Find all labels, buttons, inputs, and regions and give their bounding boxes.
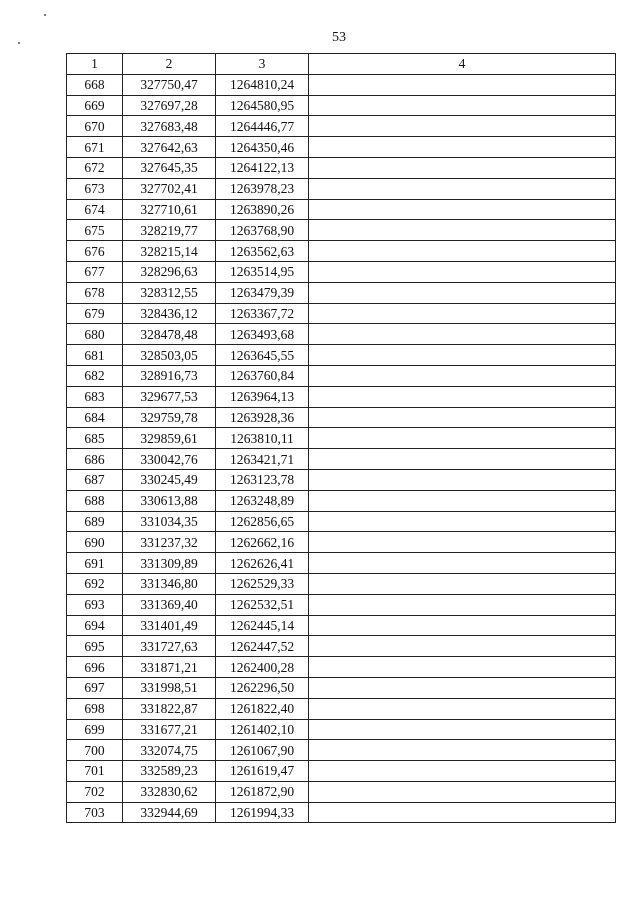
note-cell <box>309 615 616 636</box>
note-cell <box>309 116 616 137</box>
x-coordinate-cell: 330613,88 <box>123 490 216 511</box>
table-row <box>67 636 616 657</box>
x-coordinate-cell: 331998,51 <box>123 677 216 698</box>
y-coordinate-cell: 1262529,33 <box>216 573 309 594</box>
table-row <box>67 324 616 345</box>
x-coordinate-cell: 331822,87 <box>123 698 216 719</box>
x-coordinate-cell: 331309,89 <box>123 553 216 574</box>
table-body <box>67 74 616 823</box>
y-coordinate-cell: 1263768,90 <box>216 220 309 241</box>
point-number-cell: 668 <box>67 74 123 95</box>
point-number-cell: 692 <box>67 573 123 594</box>
table-row <box>67 490 616 511</box>
y-coordinate-cell: 1262532,51 <box>216 594 309 615</box>
table-row <box>67 220 616 241</box>
point-number-cell: 687 <box>67 469 123 490</box>
x-coordinate-cell: 327750,47 <box>123 74 216 95</box>
table-row <box>67 199 616 220</box>
point-number-cell: 700 <box>67 740 123 761</box>
x-coordinate-cell: 331677,21 <box>123 719 216 740</box>
y-coordinate-cell: 1261822,40 <box>216 698 309 719</box>
point-number-cell: 694 <box>67 615 123 636</box>
point-number-cell: 678 <box>67 282 123 303</box>
table-row <box>67 657 616 678</box>
y-coordinate-cell: 1263514,95 <box>216 261 309 282</box>
x-coordinate-cell: 332074,75 <box>123 740 216 761</box>
x-coordinate-cell: 332589,23 <box>123 761 216 782</box>
y-coordinate-cell: 1261402,10 <box>216 719 309 740</box>
table-row <box>67 761 616 782</box>
y-coordinate-cell: 1262296,50 <box>216 677 309 698</box>
note-cell <box>309 137 616 158</box>
table-row <box>67 802 616 823</box>
y-coordinate-cell: 1261994,33 <box>216 802 309 823</box>
point-number-cell: 689 <box>67 511 123 532</box>
y-coordinate-cell: 1264810,24 <box>216 74 309 95</box>
note-cell <box>309 802 616 823</box>
table-row <box>67 615 616 636</box>
note-cell <box>309 573 616 594</box>
note-cell <box>309 594 616 615</box>
table-row <box>67 719 616 740</box>
scan-speck <box>18 42 20 44</box>
column-header-y: 3 <box>216 54 309 75</box>
table-row <box>67 428 616 449</box>
x-coordinate-cell: 327710,61 <box>123 199 216 220</box>
table-row <box>67 178 616 199</box>
y-coordinate-cell: 1263890,26 <box>216 199 309 220</box>
y-coordinate-cell: 1264446,77 <box>216 116 309 137</box>
note-cell <box>309 74 616 95</box>
y-coordinate-cell: 1263964,13 <box>216 386 309 407</box>
x-coordinate-cell: 331034,35 <box>123 511 216 532</box>
y-coordinate-cell: 1262626,41 <box>216 553 309 574</box>
note-cell <box>309 761 616 782</box>
note-cell <box>309 261 616 282</box>
point-number-cell: 690 <box>67 532 123 553</box>
coordinates-table <box>66 53 616 823</box>
x-coordinate-cell: 331237,32 <box>123 532 216 553</box>
note-cell <box>309 345 616 366</box>
point-number-cell: 676 <box>67 241 123 262</box>
note-cell <box>309 490 616 511</box>
y-coordinate-cell: 1263493,68 <box>216 324 309 345</box>
x-coordinate-cell: 328503,05 <box>123 345 216 366</box>
y-coordinate-cell: 1263978,23 <box>216 178 309 199</box>
y-coordinate-cell: 1263248,89 <box>216 490 309 511</box>
point-number-cell: 685 <box>67 428 123 449</box>
table-row <box>67 553 616 574</box>
point-number-cell: 675 <box>67 220 123 241</box>
x-coordinate-cell: 329677,53 <box>123 386 216 407</box>
table-row <box>67 594 616 615</box>
y-coordinate-cell: 1264350,46 <box>216 137 309 158</box>
y-coordinate-cell: 1263645,55 <box>216 345 309 366</box>
y-coordinate-cell: 1263367,72 <box>216 303 309 324</box>
y-coordinate-cell: 1262445,14 <box>216 615 309 636</box>
table-row <box>67 95 616 116</box>
x-coordinate-cell: 332944,69 <box>123 802 216 823</box>
table-row <box>67 261 616 282</box>
y-coordinate-cell: 1263479,39 <box>216 282 309 303</box>
x-coordinate-cell: 331871,21 <box>123 657 216 678</box>
y-coordinate-cell: 1261872,90 <box>216 781 309 802</box>
point-number-cell: 673 <box>67 178 123 199</box>
point-number-cell: 693 <box>67 594 123 615</box>
point-number-cell: 701 <box>67 761 123 782</box>
table-row <box>67 282 616 303</box>
point-number-cell: 677 <box>67 261 123 282</box>
y-coordinate-cell: 1261067,90 <box>216 740 309 761</box>
table-row <box>67 511 616 532</box>
x-coordinate-cell: 327645,35 <box>123 157 216 178</box>
y-coordinate-cell: 1262400,28 <box>216 657 309 678</box>
note-cell <box>309 636 616 657</box>
y-coordinate-cell: 1264122,13 <box>216 157 309 178</box>
point-number-cell: 680 <box>67 324 123 345</box>
table-row <box>67 157 616 178</box>
x-coordinate-cell: 328312,55 <box>123 282 216 303</box>
note-cell <box>309 698 616 719</box>
x-coordinate-cell: 328296,63 <box>123 261 216 282</box>
table-row <box>67 303 616 324</box>
table-row <box>67 449 616 470</box>
note-cell <box>309 324 616 345</box>
point-number-cell: 682 <box>67 365 123 386</box>
note-cell <box>309 282 616 303</box>
table-row <box>67 698 616 719</box>
point-number-cell: 691 <box>67 553 123 574</box>
table-row <box>67 532 616 553</box>
x-coordinate-cell: 331346,80 <box>123 573 216 594</box>
note-cell <box>309 365 616 386</box>
table-row <box>67 407 616 428</box>
table-row <box>67 365 616 386</box>
y-coordinate-cell: 1263928,36 <box>216 407 309 428</box>
y-coordinate-cell: 1263562,63 <box>216 241 309 262</box>
note-cell <box>309 553 616 574</box>
note-cell <box>309 449 616 470</box>
point-number-cell: 669 <box>67 95 123 116</box>
table-row <box>67 137 616 158</box>
note-cell <box>309 303 616 324</box>
x-coordinate-cell: 329859,61 <box>123 428 216 449</box>
x-coordinate-cell: 327683,48 <box>123 116 216 137</box>
y-coordinate-cell: 1264580,95 <box>216 95 309 116</box>
x-coordinate-cell: 328219,77 <box>123 220 216 241</box>
page-number: 53 <box>332 30 346 45</box>
point-number-cell: 670 <box>67 116 123 137</box>
y-coordinate-cell: 1262662,16 <box>216 532 309 553</box>
note-cell <box>309 677 616 698</box>
table-row <box>67 573 616 594</box>
point-number-cell: 679 <box>67 303 123 324</box>
scan-speck <box>44 14 46 16</box>
x-coordinate-cell: 331369,40 <box>123 594 216 615</box>
note-cell <box>309 511 616 532</box>
x-coordinate-cell: 331727,63 <box>123 636 216 657</box>
x-coordinate-cell: 329759,78 <box>123 407 216 428</box>
note-cell <box>309 220 616 241</box>
x-coordinate-cell: 327702,41 <box>123 178 216 199</box>
table-row <box>67 116 616 137</box>
column-header-number: 1 <box>67 54 123 75</box>
header-row <box>67 54 616 75</box>
note-cell <box>309 157 616 178</box>
y-coordinate-cell: 1263123,78 <box>216 469 309 490</box>
point-number-cell: 672 <box>67 157 123 178</box>
note-cell <box>309 719 616 740</box>
note-cell <box>309 657 616 678</box>
column-header-x: 2 <box>123 54 216 75</box>
y-coordinate-cell: 1263421,71 <box>216 449 309 470</box>
point-number-cell: 684 <box>67 407 123 428</box>
point-number-cell: 686 <box>67 449 123 470</box>
column-header-note: 4 <box>309 54 616 75</box>
point-number-cell: 688 <box>67 490 123 511</box>
table-row <box>67 386 616 407</box>
note-cell <box>309 199 616 220</box>
point-number-cell: 698 <box>67 698 123 719</box>
y-coordinate-cell: 1262447,52 <box>216 636 309 657</box>
point-number-cell: 681 <box>67 345 123 366</box>
x-coordinate-cell: 331401,49 <box>123 615 216 636</box>
y-coordinate-cell: 1262856,65 <box>216 511 309 532</box>
x-coordinate-cell: 328478,48 <box>123 324 216 345</box>
point-number-cell: 697 <box>67 677 123 698</box>
x-coordinate-cell: 327642,63 <box>123 137 216 158</box>
note-cell <box>309 241 616 262</box>
table-row <box>67 241 616 262</box>
point-number-cell: 703 <box>67 802 123 823</box>
point-number-cell: 674 <box>67 199 123 220</box>
y-coordinate-cell: 1263810,11 <box>216 428 309 449</box>
point-number-cell: 702 <box>67 781 123 802</box>
x-coordinate-cell: 327697,28 <box>123 95 216 116</box>
point-number-cell: 699 <box>67 719 123 740</box>
point-number-cell: 695 <box>67 636 123 657</box>
point-number-cell: 683 <box>67 386 123 407</box>
note-cell <box>309 469 616 490</box>
note-cell <box>309 740 616 761</box>
x-coordinate-cell: 328436,12 <box>123 303 216 324</box>
table-row <box>67 74 616 95</box>
x-coordinate-cell: 328916,73 <box>123 365 216 386</box>
point-number-cell: 696 <box>67 657 123 678</box>
table-row <box>67 677 616 698</box>
y-coordinate-cell: 1261619,47 <box>216 761 309 782</box>
x-coordinate-cell: 330245,49 <box>123 469 216 490</box>
y-coordinate-cell: 1263760,84 <box>216 365 309 386</box>
note-cell <box>309 386 616 407</box>
note-cell <box>309 781 616 802</box>
note-cell <box>309 95 616 116</box>
table-row <box>67 345 616 366</box>
note-cell <box>309 407 616 428</box>
point-number-cell: 671 <box>67 137 123 158</box>
table-row <box>67 740 616 761</box>
x-coordinate-cell: 330042,76 <box>123 449 216 470</box>
x-coordinate-cell: 332830,62 <box>123 781 216 802</box>
note-cell <box>309 178 616 199</box>
note-cell <box>309 532 616 553</box>
table-row <box>67 781 616 802</box>
table-row <box>67 469 616 490</box>
note-cell <box>309 428 616 449</box>
x-coordinate-cell: 328215,14 <box>123 241 216 262</box>
